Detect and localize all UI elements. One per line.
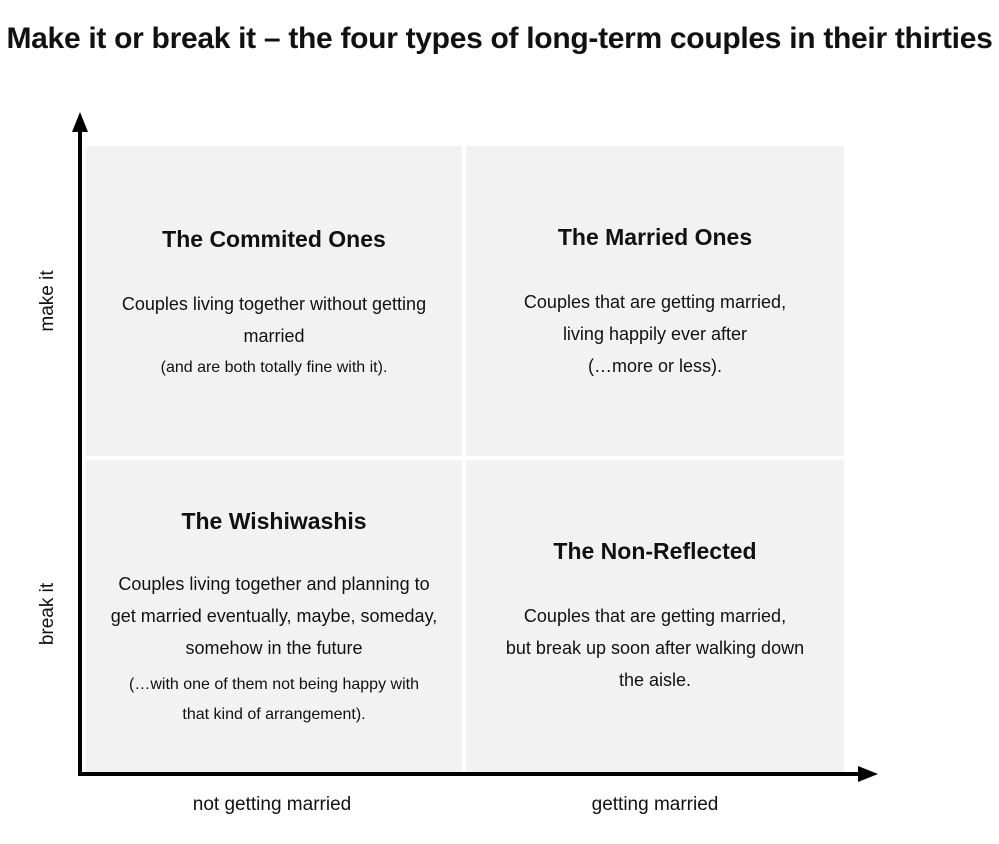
note-line: that kind of arrangement).	[182, 706, 366, 723]
note-line: (…with one of them not being happy with	[129, 676, 419, 693]
quadrant-heading: The Wishiwashis	[181, 508, 367, 534]
description-line: but break up soon after walking down	[505, 638, 805, 658]
y-axis-label-make-it: make it	[37, 270, 58, 332]
y-axis-arrow-icon	[72, 112, 88, 132]
quadrant-heading: The Married Ones	[557, 224, 753, 250]
x-axis-label-not-getting-married: not getting married	[192, 794, 352, 815]
description-line: Couples that are getting married,	[523, 292, 787, 312]
description-line: Couples living together without getting	[121, 294, 427, 314]
description-line: married	[243, 326, 305, 346]
quadrant-heading: The Non-Reflected	[553, 538, 757, 564]
description-line: Couples living together and planning to	[118, 574, 430, 594]
description-line: Couples that are getting married,	[523, 606, 787, 626]
x-axis-arrow-icon	[858, 766, 878, 782]
x-axis-label-getting-married: getting married	[591, 794, 719, 815]
description-line: somehow in the future	[185, 638, 363, 658]
quadrant-heading: The Commited Ones	[162, 226, 386, 252]
description-line: (…more or less).	[587, 356, 722, 376]
page-title: Make it or break it – the four types of long-term couples in their thirties	[6, 22, 993, 55]
description-line: the aisle.	[618, 670, 692, 690]
y-axis-label-break-it: break it	[37, 582, 58, 646]
description-line: living happily ever after	[562, 324, 748, 344]
description-line: get married eventually, maybe, someday,	[110, 606, 438, 626]
note-line: (and are both totally fine with it).	[160, 359, 388, 376]
